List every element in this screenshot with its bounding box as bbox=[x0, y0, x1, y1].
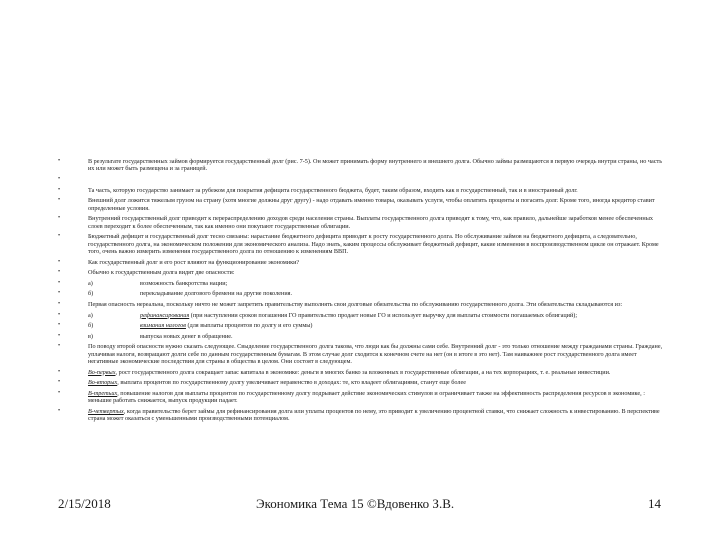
bullet-marker: • bbox=[58, 379, 61, 386]
bullet-marker: • bbox=[58, 176, 61, 182]
bullet-marker: • bbox=[58, 215, 61, 222]
bullet-item bbox=[58, 322, 668, 329]
bullet-item bbox=[58, 233, 668, 255]
bullet-item bbox=[58, 343, 668, 365]
bullet-item bbox=[58, 379, 668, 386]
bullet-marker: • bbox=[58, 258, 61, 265]
bullet-item bbox=[58, 187, 668, 194]
bullet-item bbox=[58, 215, 668, 230]
item-text: возможность банкротства нации; bbox=[140, 279, 228, 287]
bullet-marker: • bbox=[58, 233, 61, 240]
item-text: , выплата процентов по государственному долгу увеличивает неравенство в доходах: те, кто владеет облигациями, станут еще более bbox=[117, 379, 466, 387]
bullet-marker: • bbox=[58, 389, 61, 396]
item-emphasis: рефинансирования bbox=[140, 311, 190, 319]
item-text: перекладывание долгового бремени на другие поколения. bbox=[140, 290, 293, 298]
item-text: (при наступлении сроков погашения ГО правительство продает новые ГО и использует выручку для выплаты стоимости погашаемых облигаций); bbox=[189, 311, 578, 319]
footer-title: Экономика Тема 15 ©Вдовенко З.В. bbox=[256, 496, 455, 511]
bullet-marker: • bbox=[58, 300, 61, 307]
item-emphasis: В-четвертых bbox=[88, 407, 124, 415]
item-text: В результате государственных займов формируется государственный долг (рис. 7-5). Он может принимать форму внутреннего и внешнего долга. Обычно займы размещаются в первую очередь внутри страны, но часть их или может быть размещена и за границей. bbox=[88, 158, 663, 173]
bullet-marker: • bbox=[58, 269, 61, 276]
item-emphasis: Во-первых bbox=[88, 368, 116, 376]
bullet-item bbox=[58, 369, 668, 376]
bullet-item bbox=[58, 408, 668, 423]
item-text: Внутренний государственный долг приводит к перераспределению доходов среди населения страны. Выплаты государственного долга приводят к тому, что, как правило, дальнейше заработков менее обеспеченных слоев переходит к более обеспеченным, так как именно они покупают государственные облигации. bbox=[88, 215, 653, 230]
bullet-marker: • bbox=[58, 186, 61, 193]
item-text: Внешний долг ложится тяжелым грузом на страну (хотя многие должны друг другу) - надо отдавать именно товары, оказывать услуги, чтобы оплатить проценты и погасить долг. Кроме того, иногда кредитор ставит определенные условия. bbox=[88, 197, 655, 212]
bullet-item bbox=[58, 269, 668, 276]
bullet-item bbox=[58, 312, 668, 319]
bullet-item bbox=[58, 158, 668, 173]
bullet-item bbox=[58, 197, 668, 212]
bullet-marker: • bbox=[58, 290, 61, 297]
item-emphasis: взимания налогов bbox=[140, 322, 186, 330]
item-text: Первая опасность нереальна, поскольку ничто не может запретить правительству выполнять свои долговые обязательства по обслуживанию государственного долга. Эти обязательства складываются из: bbox=[88, 300, 623, 308]
item-text: выпуска новых денег в обращение. bbox=[140, 332, 233, 340]
item-text: (для выплаты процентов по долгу и его суммы) bbox=[185, 322, 313, 330]
bullet-marker: • bbox=[58, 311, 61, 318]
bullet-item bbox=[58, 290, 668, 297]
item-emphasis: В-третьих bbox=[88, 389, 118, 397]
footer-date: 2/15/2018 bbox=[58, 496, 111, 511]
item-label: б) bbox=[88, 290, 94, 298]
item-text: Бюджетный дефицит и государственный долг тесно связаны: нарастание бюджетного дефицита приводит к росту государственного долга. Но обслуживание займов на бюджетного дефицита, а следовательно, государственного долга, на экономическом положении для экономического анализа. Надо знать, каким процессы обслуживает бюджетный дефицит, какие изменения в воспроизводственном цикле он отражает. Кроме того, очень важно измерить изменения государственного долга по отношению к изменениям ВВП. bbox=[88, 233, 659, 255]
bullet-marker: • bbox=[58, 407, 61, 414]
bullet-item bbox=[58, 280, 668, 287]
bullet-item bbox=[58, 301, 668, 308]
bullet-marker: • bbox=[58, 322, 61, 329]
bullet-marker: • bbox=[58, 158, 61, 164]
item-text: По поводу второй опасности нужно сказать следующее. Свыделение государственного долга такова, что люди как бы должны сами себе. Внутренний долг - это только отношение между гражданами страны. Граждане, уплачивая налоги, возвращают долги себе по данным государственным бумагам. В этом случае долг сходится к конечном счете на нет (он в итоге в это нет). Там наиважнее рост государственного долга имеет негативные экономические последствия для страны в общества в целом. Они состоят в следующем. bbox=[88, 343, 663, 366]
bullet-marker: • bbox=[58, 332, 61, 339]
bullet-item bbox=[58, 259, 668, 266]
bullet-item bbox=[58, 333, 668, 340]
item-text: , повышение налогов для выплаты процентов по государственному долгу подрывает действие экономических стимулов и ограничивает также на эффективность распределения ресурсов в экономике, : меньшие работать снижается, выпуск продукции падает. bbox=[88, 389, 645, 405]
bullet-marker: • bbox=[58, 368, 61, 375]
item-label: б) bbox=[88, 322, 94, 330]
bullet-item bbox=[58, 176, 668, 183]
bullet-marker: • bbox=[58, 343, 61, 350]
item-text: Та часть, которую государство занимает за рубежом для покрытия дефицита государственного бюджета, будет, таким образом, входить как в государственный, так и в иностранный долг. bbox=[88, 186, 578, 194]
item-emphasis: Во-вторых bbox=[88, 379, 118, 387]
bullet-item bbox=[58, 390, 668, 405]
slide-body bbox=[58, 158, 668, 426]
item-label: а) bbox=[88, 279, 93, 287]
item-label: а) bbox=[88, 311, 93, 319]
bullet-marker: • bbox=[58, 197, 61, 204]
bullet-marker: • bbox=[58, 279, 61, 286]
item-text: , рост государственного долга сокращает запас капитала в экономике: деньги в многих банко за вложенных в государственные облигации, а на тех корпорациях, т. е. реальные инвестиции. bbox=[115, 368, 611, 376]
item-label: в) bbox=[88, 332, 93, 340]
item-text: Как государственный долг и его рост влияют на функционирование экономики? bbox=[88, 258, 300, 266]
item-text: , когда правительство берет займы для рефинансирования долга или уплаты процентов по нему, это приводит к увеличению процентной ставки, что снижает сложность к инвестированию. В перспективе страна может оказаться с уменьшенными производственными потенциалом. bbox=[88, 407, 660, 423]
slide-number: 14 bbox=[648, 496, 661, 511]
item-text: Обычно к государственным долга видят две опасности: bbox=[88, 269, 235, 277]
